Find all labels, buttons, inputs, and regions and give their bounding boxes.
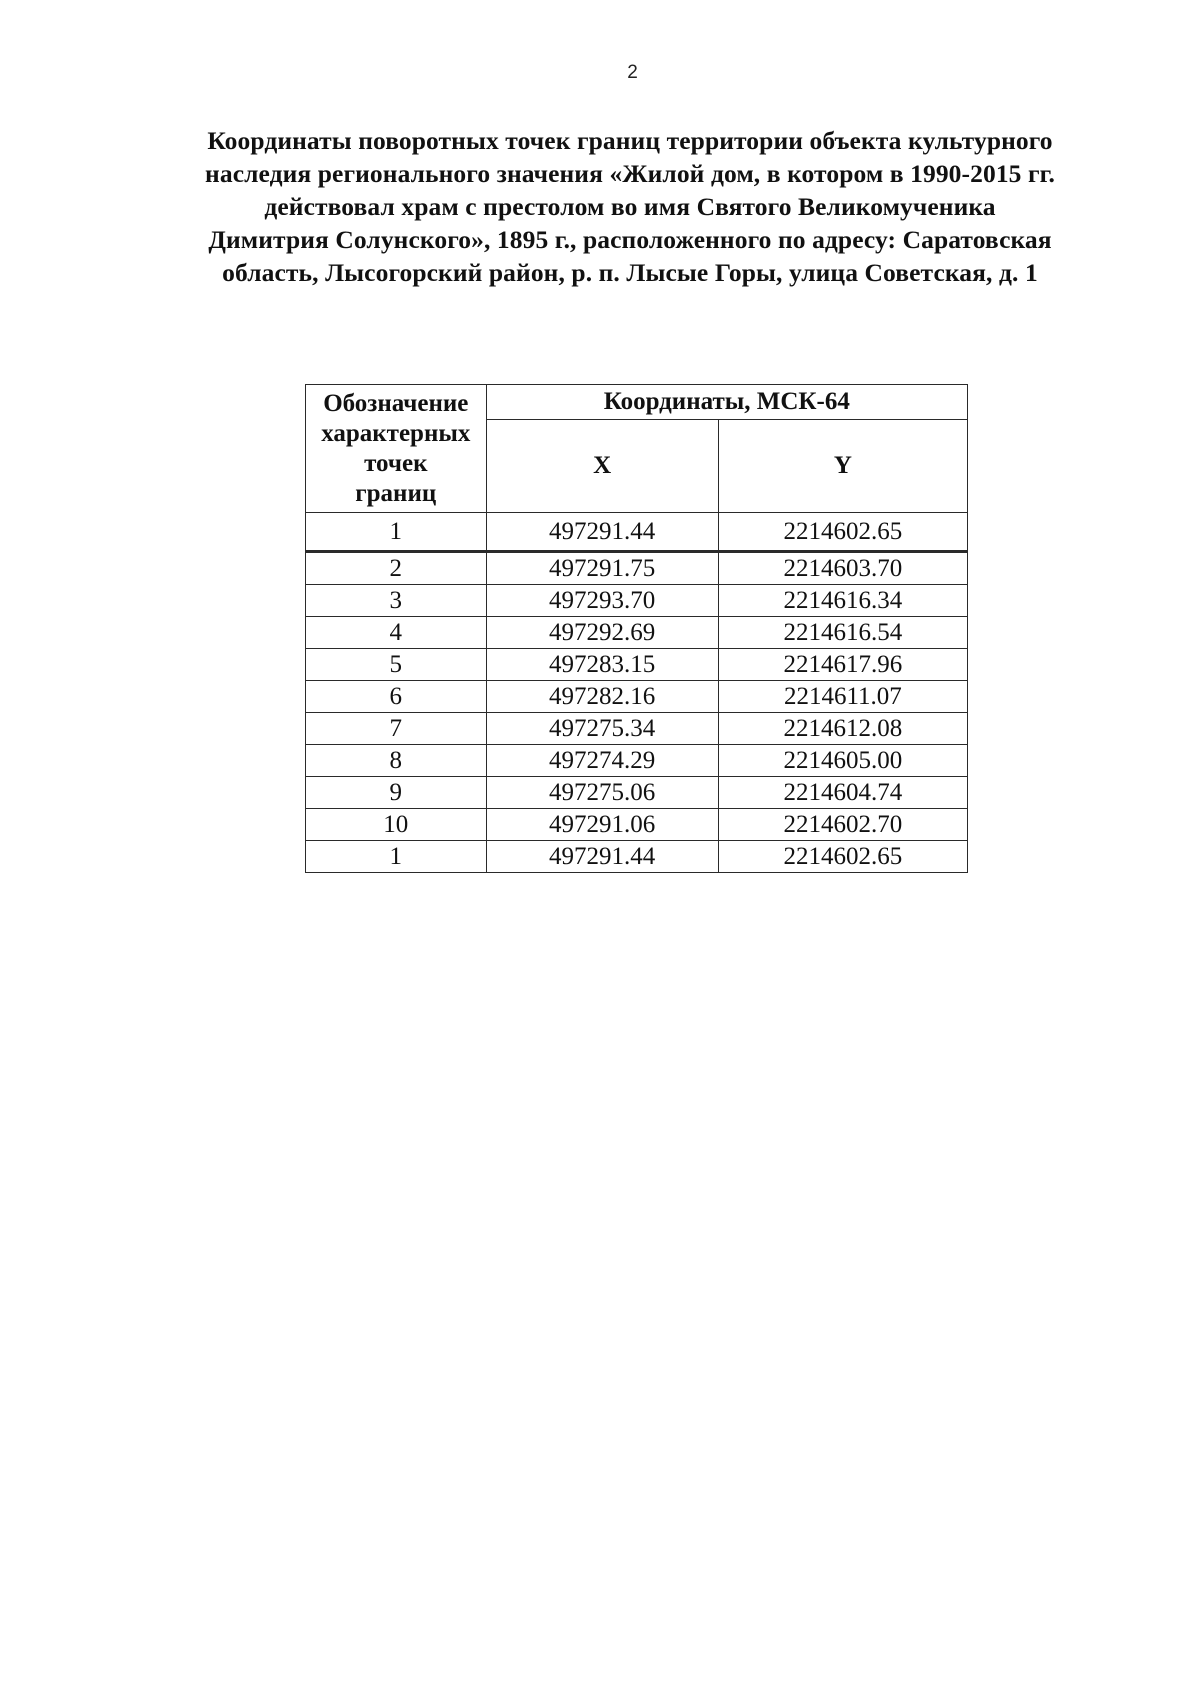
y-coordinate-cell: 2214603.70 <box>718 552 967 585</box>
title-line: Димитрия Солунского», 1895 г., расположенного по адресу: Саратовская <box>208 225 1052 254</box>
point-number-cell: 1 <box>306 841 487 873</box>
table-row <box>306 513 968 552</box>
coordinates-group-header: Координаты, МСК-64 <box>486 385 967 420</box>
table-row <box>306 552 968 585</box>
table-row <box>306 777 968 809</box>
y-coordinate-cell: 2214616.54 <box>718 617 967 649</box>
x-coordinate-cell: 497275.06 <box>486 777 718 809</box>
y-coordinate-cell: 2214602.65 <box>718 841 967 873</box>
coordinates-table <box>305 384 968 873</box>
table-row <box>306 617 968 649</box>
y-coordinate-cell: 2214612.08 <box>718 713 967 745</box>
header-line: границ <box>355 479 437 507</box>
point-number-cell: 7 <box>306 713 487 745</box>
page-number: 2 <box>627 62 638 83</box>
point-number-cell: 10 <box>306 809 487 841</box>
header-line: Обозначение <box>323 389 469 417</box>
table-row <box>306 809 968 841</box>
point-label-header <box>306 385 487 513</box>
x-header: X <box>486 420 718 513</box>
x-coordinate-cell: 497274.29 <box>486 745 718 777</box>
x-coordinate-cell: 497291.44 <box>486 841 718 873</box>
y-coordinate-cell: 2214602.65 <box>718 513 967 552</box>
y-coordinate-cell: 2214617.96 <box>718 649 967 681</box>
header-row <box>306 385 968 420</box>
header-line: характерных <box>321 419 471 447</box>
title-line: область, Лысогорский район, р. п. Лысые Горы, улица Советская, д. 1 <box>222 258 1038 287</box>
y-coordinate-cell: 2214604.74 <box>718 777 967 809</box>
x-coordinate-cell: 497282.16 <box>486 681 718 713</box>
table-row <box>306 681 968 713</box>
point-number-cell: 2 <box>306 552 487 585</box>
point-number-cell: 5 <box>306 649 487 681</box>
y-header: Y <box>718 420 967 513</box>
x-coordinate-cell: 497283.15 <box>486 649 718 681</box>
header-line: точек <box>364 449 428 477</box>
document-title <box>140 124 1120 289</box>
point-number-cell: 1 <box>306 513 487 552</box>
point-number-cell: 9 <box>306 777 487 809</box>
x-coordinate-cell: 497291.75 <box>486 552 718 585</box>
y-coordinate-cell: 2214605.00 <box>718 745 967 777</box>
point-number-cell: 8 <box>306 745 487 777</box>
table-header <box>306 385 968 513</box>
y-coordinate-cell: 2214602.70 <box>718 809 967 841</box>
table-body <box>306 513 968 873</box>
x-coordinate-cell: 497275.34 <box>486 713 718 745</box>
title-line: действовал храм с престолом во имя Святого Великомученика <box>264 192 996 221</box>
point-number-cell: 6 <box>306 681 487 713</box>
title-line: Координаты поворотных точек границ территории объекта культурного <box>207 126 1053 155</box>
table-row <box>306 713 968 745</box>
table-row <box>306 585 968 617</box>
x-coordinate-cell: 497291.44 <box>486 513 718 552</box>
title-line: наследия регионального значения «Жилой дом, в котором в 1990-2015 гг. <box>205 159 1055 188</box>
point-number-cell: 3 <box>306 585 487 617</box>
point-number-cell: 4 <box>306 617 487 649</box>
table-row <box>306 841 968 873</box>
x-coordinate-cell: 497291.06 <box>486 809 718 841</box>
table-row <box>306 649 968 681</box>
y-coordinate-cell: 2214616.34 <box>718 585 967 617</box>
x-coordinate-cell: 497293.70 <box>486 585 718 617</box>
y-coordinate-cell: 2214611.07 <box>718 681 967 713</box>
table-row <box>306 745 968 777</box>
x-coordinate-cell: 497292.69 <box>486 617 718 649</box>
